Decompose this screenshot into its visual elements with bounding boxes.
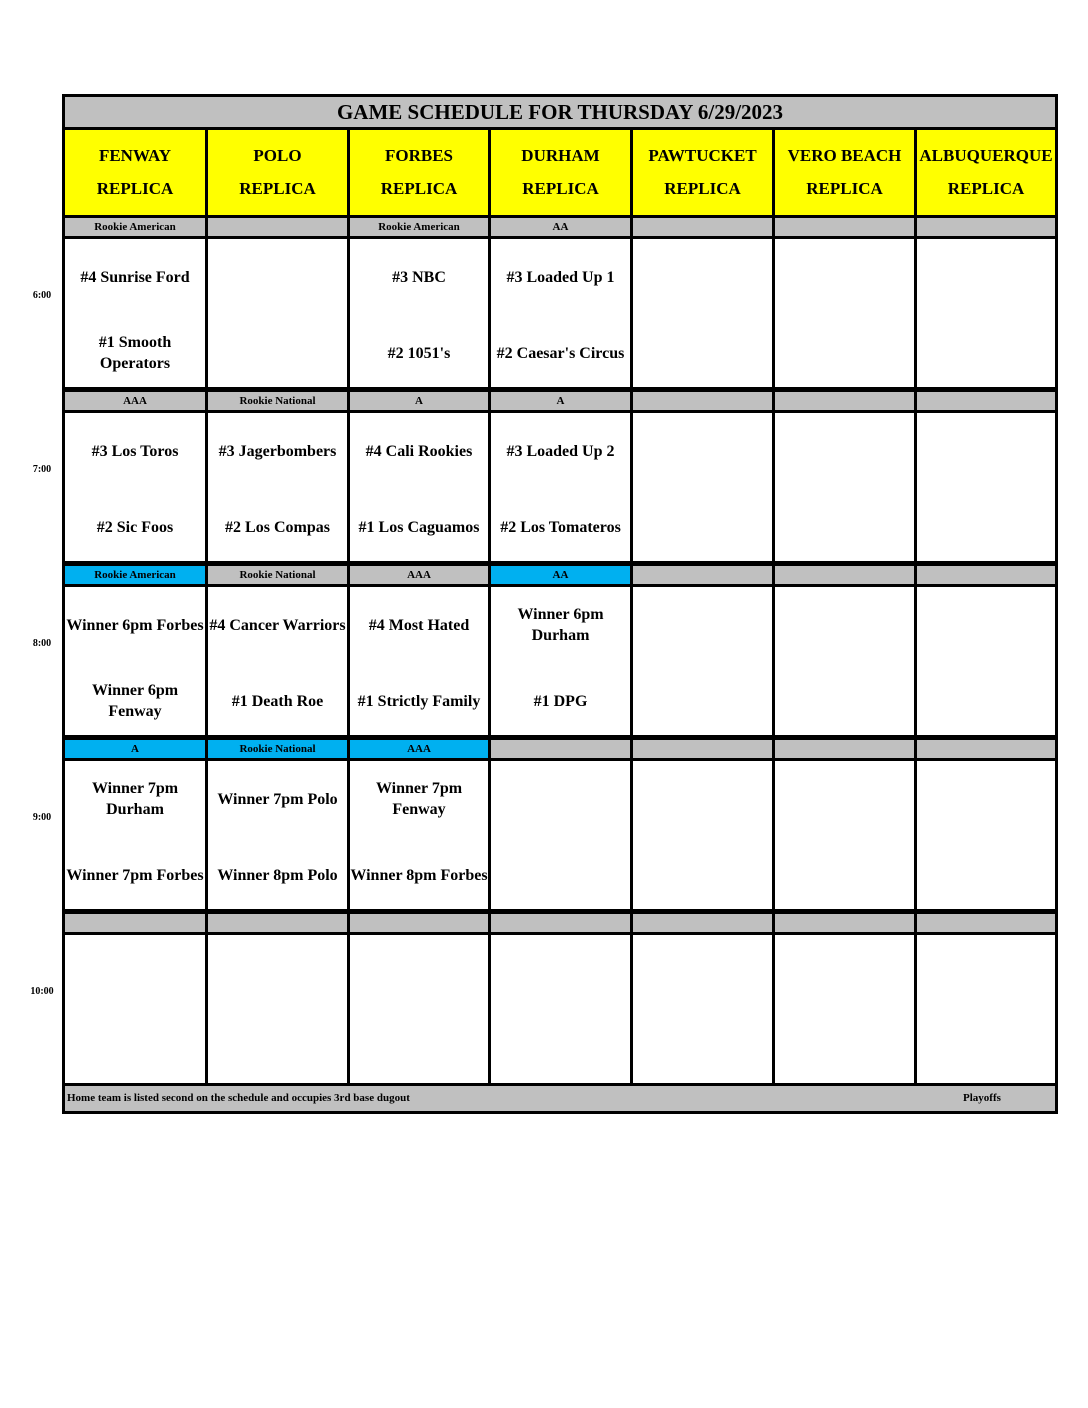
game-cell	[633, 239, 772, 387]
division-row	[65, 392, 1055, 410]
time-label: 10:00	[30, 986, 54, 997]
time-label: 7:00	[32, 464, 52, 475]
division-label: AA	[491, 566, 630, 584]
away-team: #3 Loaded Up 2	[506, 442, 615, 460]
game-cell	[350, 239, 488, 387]
division-label: AA	[491, 218, 630, 236]
division-label: Rookie American	[65, 566, 205, 584]
division-label	[65, 914, 205, 932]
footer-bar	[65, 1086, 1055, 1111]
division-label	[917, 392, 1055, 410]
field-header-albuquerque	[917, 130, 1055, 215]
division-label	[491, 740, 630, 758]
away-team: Winner 6pm Durham	[517, 606, 604, 644]
home-team: #1 Smooth Operators	[98, 334, 172, 372]
division-label	[350, 914, 488, 932]
footer-status: Playoffs	[963, 1092, 1001, 1104]
division-label	[775, 740, 914, 758]
away-team: #3 Loaded Up 1	[506, 268, 615, 286]
field-subtitle: REPLICA	[947, 178, 1025, 198]
home-team	[917, 679, 1055, 723]
game-cell	[350, 935, 488, 1083]
away-team	[775, 255, 914, 299]
division-label: AAA	[350, 740, 488, 758]
away-team: #4 Cali Rookies	[365, 442, 473, 460]
game-row	[65, 239, 1055, 387]
game-cell	[208, 761, 347, 909]
division-label	[208, 914, 347, 932]
away-team	[491, 951, 630, 995]
home-team: Winner 8pm Polo	[217, 866, 338, 884]
home-team	[633, 679, 772, 723]
field-header-fenway	[65, 130, 205, 215]
game-cell	[491, 239, 630, 387]
home-team	[633, 505, 772, 549]
field-subtitle: REPLICA	[664, 178, 741, 198]
game-cell	[775, 935, 914, 1083]
home-team	[775, 505, 914, 549]
game-row	[65, 761, 1055, 909]
field-header-row	[65, 130, 1055, 215]
game-cell	[208, 239, 347, 387]
home-team: #1 Strictly Family	[357, 692, 481, 710]
away-team	[208, 951, 347, 995]
home-team: #2 Sic Foos	[96, 518, 174, 536]
game-cell	[491, 587, 630, 735]
away-team	[491, 777, 630, 821]
away-team	[633, 255, 772, 299]
game-cell	[633, 413, 772, 561]
field-name: POLO	[253, 146, 302, 166]
home-team: #2 Caesar's Circus	[496, 344, 625, 362]
schedule-table	[62, 94, 1058, 1114]
game-cell	[775, 239, 914, 387]
division-label	[775, 914, 914, 932]
field-subtitle: REPLICA	[806, 178, 883, 198]
division-label: AAA	[65, 392, 205, 410]
home-team	[208, 1027, 347, 1071]
game-cell	[917, 761, 1055, 909]
home-team: #1 DPG	[533, 692, 588, 710]
game-cell	[208, 935, 347, 1083]
field-subtitle: REPLICA	[380, 178, 458, 198]
away-team	[775, 777, 914, 821]
home-team	[917, 853, 1055, 897]
home-team	[917, 331, 1055, 375]
game-cell	[633, 761, 772, 909]
division-label: Rookie American	[65, 218, 205, 236]
field-header-polo	[208, 130, 347, 215]
game-cell	[917, 413, 1055, 561]
game-cell	[208, 587, 347, 735]
division-label	[633, 566, 772, 584]
away-team: Winner 7pm Fenway	[375, 780, 463, 818]
time-label: 6:00	[32, 290, 52, 301]
field-name: FENWAY	[98, 146, 172, 166]
home-team: Winner 8pm Forbes	[350, 866, 488, 884]
division-label	[633, 740, 772, 758]
away-team	[917, 429, 1055, 473]
field-name: FORBES	[384, 146, 454, 166]
field-name: ALBUQUERQUE	[919, 146, 1053, 166]
game-cell	[208, 413, 347, 561]
away-team: Winner 7pm Polo	[217, 790, 338, 808]
game-cell	[917, 587, 1055, 735]
away-team	[633, 951, 772, 995]
away-team: #4 Sunrise Ford	[80, 268, 190, 286]
home-team: #2 1051's	[387, 344, 451, 362]
division-label	[633, 392, 772, 410]
home-team	[633, 853, 772, 897]
away-team	[633, 777, 772, 821]
away-team: #4 Cancer Warriors	[209, 616, 346, 634]
home-team	[917, 1027, 1055, 1071]
away-team: #3 Jagerbombers	[218, 442, 337, 460]
division-label	[917, 218, 1055, 236]
away-team	[917, 777, 1055, 821]
home-team	[350, 1027, 488, 1071]
division-label	[917, 914, 1055, 932]
away-team	[775, 951, 914, 995]
game-cell	[65, 413, 205, 561]
home-team: #2 Los Tomateros	[500, 518, 621, 536]
away-team	[917, 951, 1055, 995]
division-label: Rookie National	[208, 392, 347, 410]
division-label	[491, 914, 630, 932]
away-team	[208, 255, 347, 299]
field-header-forbes	[350, 130, 488, 215]
field-name: DURHAM	[521, 146, 600, 166]
division-label	[917, 740, 1055, 758]
field-name: PAWTUCKET	[648, 146, 757, 166]
field-subtitle: REPLICA	[96, 178, 174, 198]
home-team: #2 Los Compas	[225, 518, 330, 536]
home-team	[491, 853, 630, 897]
division-label: A	[491, 392, 630, 410]
home-team	[775, 1027, 914, 1071]
away-team	[917, 603, 1055, 647]
game-cell	[491, 935, 630, 1083]
division-label: Rookie National	[208, 566, 347, 584]
game-cell	[65, 587, 205, 735]
away-team: #3 Los Toros	[91, 442, 179, 460]
game-cell	[633, 587, 772, 735]
field-name: VERO BEACH	[787, 146, 902, 166]
division-label: A	[65, 740, 205, 758]
home-team	[633, 331, 772, 375]
division-label: Rookie National	[208, 740, 347, 758]
away-team: Winner 6pm Forbes	[66, 616, 204, 634]
division-label: Rookie American	[350, 218, 488, 236]
division-label	[775, 218, 914, 236]
division-label: AAA	[350, 566, 488, 584]
division-label	[775, 566, 914, 584]
game-cell	[633, 935, 772, 1083]
game-row	[65, 587, 1055, 735]
away-team	[917, 255, 1055, 299]
away-team	[633, 429, 772, 473]
game-cell	[65, 239, 205, 387]
away-team: Winner 7pm Durham	[91, 780, 179, 818]
time-label: 9:00	[32, 812, 52, 823]
division-row	[65, 740, 1055, 758]
field-header-pawtucket	[633, 130, 772, 215]
schedule-title: GAME SCHEDULE FOR THURSDAY 6/29/2023	[65, 97, 1055, 127]
home-team: Winner 6pm Fenway	[91, 682, 179, 720]
away-team	[633, 603, 772, 647]
game-cell	[491, 413, 630, 561]
away-team	[775, 429, 914, 473]
game-cell	[350, 413, 488, 561]
field-header-durham	[491, 130, 630, 215]
game-row	[65, 935, 1055, 1083]
division-label	[775, 392, 914, 410]
home-team	[775, 331, 914, 375]
field-header-vero-beach	[775, 130, 914, 215]
home-team	[491, 1027, 630, 1071]
game-cell	[917, 239, 1055, 387]
division-row	[65, 218, 1055, 236]
game-cell	[65, 761, 205, 909]
away-team	[350, 951, 488, 995]
field-subtitle: REPLICA	[522, 178, 599, 198]
home-team: Winner 7pm Forbes	[66, 866, 204, 884]
game-cell	[775, 413, 914, 561]
game-cell	[350, 587, 488, 735]
game-cell	[491, 761, 630, 909]
division-row	[65, 914, 1055, 932]
game-cell	[917, 935, 1055, 1083]
away-team	[65, 951, 205, 995]
division-label	[917, 566, 1055, 584]
home-team: #1 Death Roe	[231, 692, 324, 710]
game-cell	[775, 587, 914, 735]
division-label: A	[350, 392, 488, 410]
home-team	[65, 1027, 205, 1071]
game-row	[65, 413, 1055, 561]
home-team	[775, 679, 914, 723]
division-label	[633, 218, 772, 236]
game-cell	[775, 761, 914, 909]
time-label: 8:00	[32, 638, 52, 649]
division-row	[65, 566, 1055, 584]
away-team: #3 NBC	[392, 268, 446, 286]
footer-note: Home team is listed second on the schedule and occupies 3rd base dugout	[67, 1092, 410, 1104]
home-team	[633, 1027, 772, 1071]
division-label	[208, 218, 347, 236]
away-team: #4 Most Hated	[368, 616, 470, 634]
home-team	[208, 331, 347, 375]
home-team: #1 Los Caguamos	[358, 518, 480, 536]
home-team	[917, 505, 1055, 549]
game-cell	[350, 761, 488, 909]
field-subtitle: REPLICA	[239, 178, 316, 198]
game-cell	[65, 935, 205, 1083]
home-team	[775, 853, 914, 897]
away-team	[775, 603, 914, 647]
division-label	[633, 914, 772, 932]
